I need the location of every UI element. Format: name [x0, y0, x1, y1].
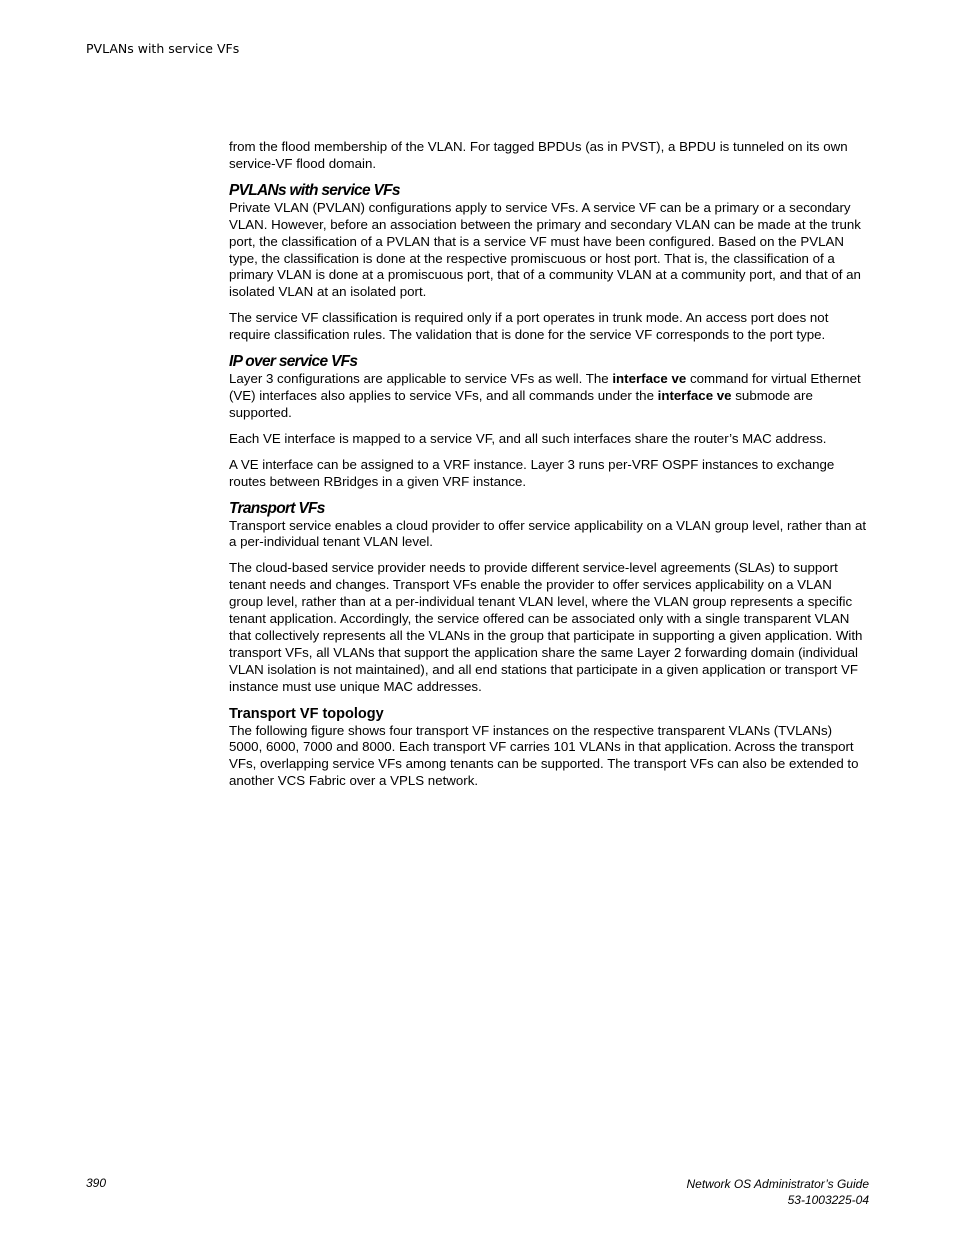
- ip-paragraph-1: [229, 371, 869, 422]
- interface-ve-command: interface ve: [657, 387, 732, 403]
- topology-paragraph-1: The following figure shows four transport VF instances on the respective transparent VLANs (TVLANs) 5000, 6000, 7000 and 8000. Each transport VF carries 101 VLANs in that application. Across the transport VFs, overlapping service VFs among tenants can be supported. The transport VFs can also be extended to another VCS Fabric over a VPLS network.: [229, 722, 859, 789]
- doc-number: 53-1003225-04: [787, 1193, 869, 1207]
- ip-p1-text-a: Layer 3 configurations are applicable to service VFs as well. The: [229, 371, 613, 387]
- transport-heading: Transport VFs: [229, 499, 325, 517]
- pvlans-paragraph-1: Private VLAN (PVLAN) configurations apply to service VFs. A service VF can be a primary or a secondary VLAN. However, before an association between the primary and secondary VLAN can be made at the trunk port, the classification of a PVLAN that is a service VF must have been configured. Based on the PVLAN type, the classification is done at the respective promiscuous or host port. That is, the classification of a primary VLAN is done at a promiscuous port, that of a community VLAN at a community port, and that of an isolated VLAN at an isolated port.: [229, 199, 861, 300]
- ip-heading: IP over service VFs: [229, 353, 358, 371]
- ip-paragraph-3: A VE interface can be assigned to a VRF instance. Layer 3 runs per-VRF OSPF instances to exchange routes between RBridges in a given VRF instance.: [229, 456, 835, 489]
- ip-p1-text-e: submode are supported.: [229, 387, 813, 420]
- transport-paragraph-1: Transport service enables a cloud provider to offer service applicability on a VLAN group level, rather than at a per-individual tenant VLAN level.: [229, 517, 867, 550]
- intro-paragraph: from the flood membership of the VLAN. For tagged BPDUs (as in PVST), a BPDU is tunneled on its own service-VF flood domain.: [229, 139, 848, 171]
- pvlans-paragraph-2: The service VF classification is required only if a port operates in trunk mode. An access port does not require classification rules. The validation that is done for the service VF corresponds to the port type.: [229, 310, 829, 343]
- page-number: 390: [86, 1176, 107, 1190]
- interface-ve-command: interface ve: [612, 371, 687, 387]
- page-body: [229, 139, 869, 799]
- pvlans-heading: PVLANs with service VFs: [229, 181, 400, 199]
- transport-paragraph-2: The cloud-based service provider needs to provide different service-level agreements (SLAs) to support tenant needs and changes. Transport VFs enable the provider to offer services applicability on a VLAN group level, rather than at a per-individual tenant VLAN level, where the VLAN group represents a specific tenant application. Accordingly, the service offered can be associated only with a single transparent VLAN that collectively represents all the VLANs in the group that participate in supporting a given application. With transport VFs, all VLANs that support the application share the same Layer 2 forwarding domain (individual VLAN isolation is not maintained), and all end stations that participate in a given application or transport VF instance must use unique MAC addresses.: [229, 560, 863, 694]
- ip-p1-text-c: command for virtual Ethernet (VE) interfaces also applies to service VFs, and all commands under the: [229, 371, 861, 403]
- guide-title: Network OS Administrator’s Guide: [686, 1177, 869, 1191]
- topology-heading: Transport VF topology: [229, 705, 384, 722]
- running-header: PVLANs with service VFs: [86, 41, 240, 56]
- ip-paragraph-2: Each VE interface is mapped to a service VF, and all such interfaces share the router’s MAC address.: [229, 430, 827, 446]
- footer-info: [686, 1176, 869, 1208]
